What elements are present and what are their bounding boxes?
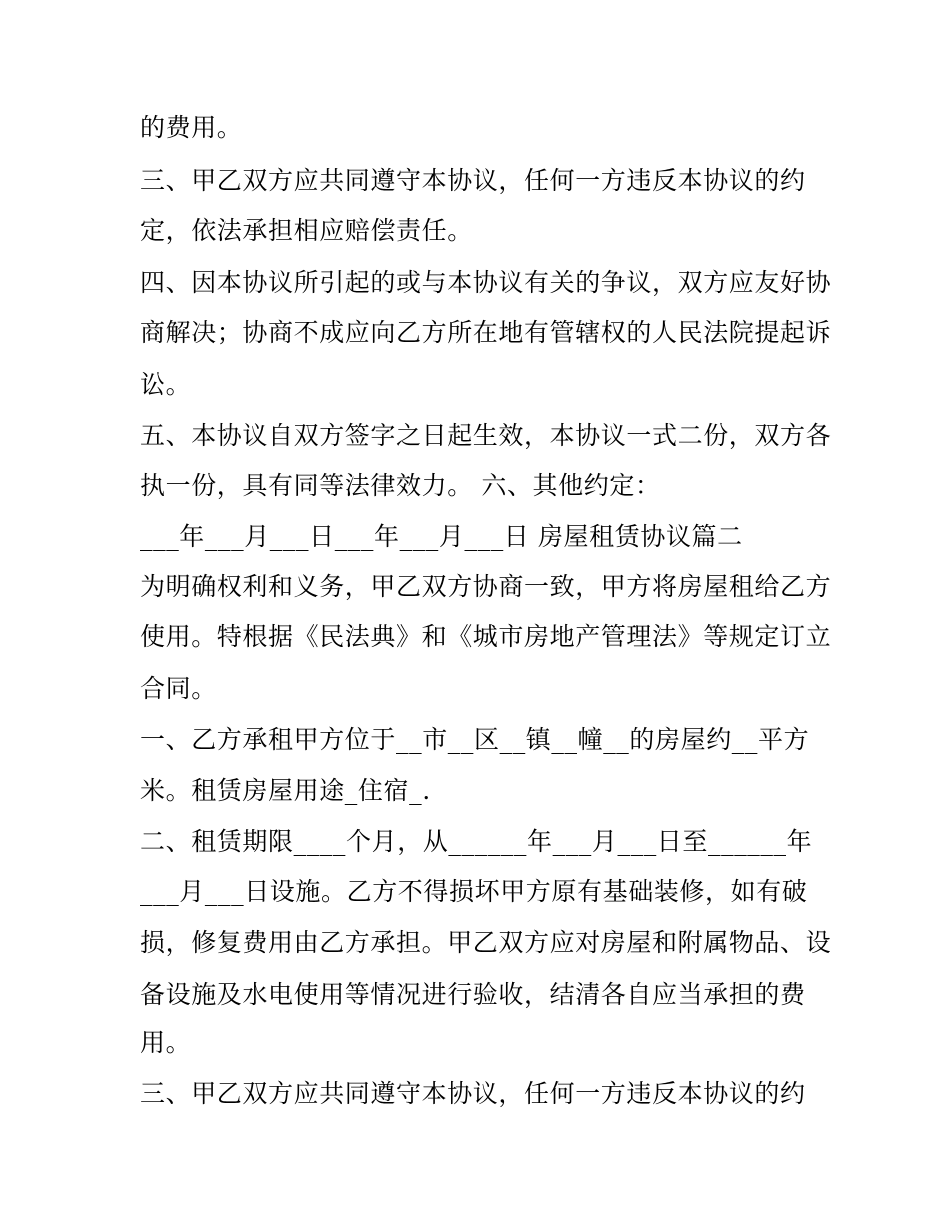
text-line: 五、本协议自双方签字之日起生效，本协议一式二份，双方各 (140, 421, 832, 450)
text-line: 损，修复费用由乙方承担。甲乙双方应对房屋和附属物品、设 (140, 928, 832, 957)
text-line: 商解决；协商不成应向乙方所在地有管辖权的人民法院提起诉 (140, 318, 832, 347)
text-line: ___年___月___日___年___月___日 房屋租赁协议篇二 (140, 522, 743, 551)
text-line: 使用。特根据《民法典》和《城市房地产管理法》等规定订立 (140, 622, 832, 651)
text-line: ___月___日设施。乙方不得损坏甲方原有基础装修，如有破 (140, 877, 808, 906)
text-line: 备设施及水电使用等情况进行验收，结清各自应当承担的费 (140, 980, 806, 1009)
text-line: 讼。 (140, 370, 192, 399)
text-line: 一、乙方承租甲方位于__市__区__镇__幢__的房屋约__平方 (140, 725, 810, 754)
text-line: 为明确权利和义务，甲乙双方协商一致，甲方将房屋租给乙方 (140, 572, 832, 601)
text-line: 四、因本协议所引起的或与本协议有关的争议，双方应友好协 (140, 268, 832, 297)
text-line: 的费用。 (140, 113, 243, 142)
text-line: 执一份，具有同等法律效力。 六、其他约定： (140, 471, 661, 500)
text-line: 用。 (140, 1028, 192, 1057)
text-line: 米。租赁房屋用途_住宿_. (140, 776, 431, 805)
text-line: 三、甲乙双方应共同遵守本协议，任何一方违反本协议的约 (140, 1079, 806, 1108)
text-line: 合同。 (140, 674, 217, 703)
text-line: 三、甲乙双方应共同遵守本协议，任何一方违反本协议的约 (140, 166, 806, 195)
text-line: 二、租赁期限____个月，从______年___月___日至______年 (140, 827, 813, 856)
text-line: 定，依法承担相应赔偿责任。 (140, 216, 473, 245)
